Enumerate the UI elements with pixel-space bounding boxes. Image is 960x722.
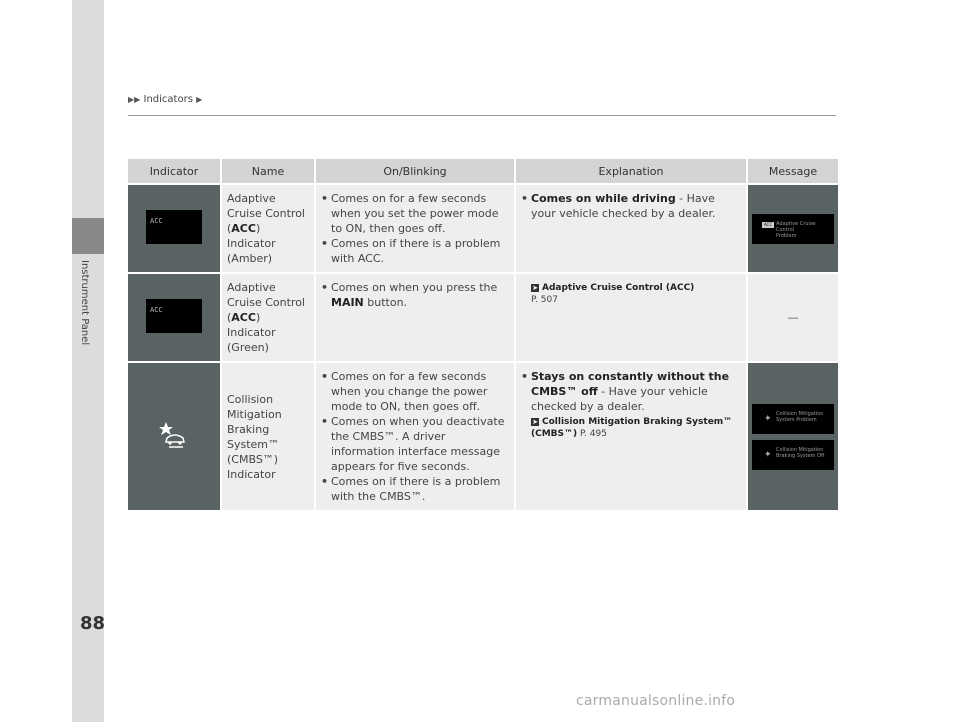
indicator-cell bbox=[128, 185, 220, 272]
collision-mitigation-icon: ✦ bbox=[764, 413, 772, 424]
list-item: • Comes on for a few seconds when you set the power mode to ON, then goes off. bbox=[321, 191, 509, 236]
cross-reference[interactable]: ➤ Adaptive Cruise Control (ACC) P. 507 bbox=[531, 283, 695, 305]
cross-reference[interactable]: ➤ Collision Mitigation Braking System™ (CMBS™) P. 495 bbox=[531, 417, 733, 439]
col-header-on-blinking: On/Blinking bbox=[316, 159, 514, 183]
acc-amber-indicator-icon: ACC bbox=[146, 210, 202, 244]
reference-arrow-icon: ➤ bbox=[532, 284, 538, 292]
message-screen bbox=[752, 440, 834, 470]
list-item: • Stays on constantly without the CMBS™ off - Have your vehicle checked by a dealer. bbox=[521, 369, 741, 414]
message-screen bbox=[752, 404, 834, 434]
sidebar-tab-marker bbox=[72, 218, 104, 254]
explanation-cell bbox=[516, 185, 746, 272]
col-header-indicator: Indicator bbox=[128, 159, 220, 183]
on-blinking-cell bbox=[316, 363, 514, 510]
list-item: • Comes on when you press the MAIN button. bbox=[321, 280, 509, 310]
message-cell bbox=[748, 185, 838, 272]
message-line: Collision Mitigation bbox=[776, 446, 824, 453]
message-cell bbox=[748, 363, 838, 510]
message-line: Braking System Off bbox=[776, 452, 825, 459]
list-item: • Comes on when you deactivate the CMBS™. A driver information interface message appears for five seconds. bbox=[321, 414, 509, 474]
name-cell: Adaptive Cruise Control (ACC) Indicator (Amber) bbox=[222, 185, 314, 272]
indicator-table bbox=[126, 157, 840, 512]
indicator-cell bbox=[128, 274, 220, 361]
breadcrumb-arrow-icon: ▶ bbox=[196, 95, 203, 104]
reference-arrow-icon: ➤ bbox=[532, 418, 538, 426]
list-item: • Comes on if there is a problem with ACC. bbox=[321, 236, 509, 266]
collision-mitigation-icon: ✦ bbox=[764, 449, 772, 460]
header-rule bbox=[128, 115, 836, 116]
table-row bbox=[128, 274, 838, 361]
collision-mitigation-icon bbox=[157, 420, 191, 451]
message-cell: — bbox=[748, 274, 838, 361]
message-line: System Problem bbox=[776, 416, 817, 423]
message-screen bbox=[752, 214, 834, 244]
name-cell: Adaptive Cruise Control (ACC) Indicator (Green) bbox=[222, 274, 314, 361]
breadcrumb-indicators[interactable]: Indicators bbox=[143, 94, 193, 105]
page-number: 88 bbox=[80, 613, 106, 634]
on-blinking-cell bbox=[316, 185, 514, 272]
explanation-cell bbox=[516, 363, 746, 510]
name-cell: Collision Mitigation Braking System™ (CMBS™) Indicator bbox=[222, 363, 314, 510]
table-row bbox=[128, 363, 838, 510]
col-header-message: Message bbox=[748, 159, 838, 183]
col-header-name: Name bbox=[222, 159, 314, 183]
acc-green-indicator-icon: ACC bbox=[146, 299, 202, 333]
breadcrumb-arrow-icon: ▶▶ bbox=[128, 95, 141, 104]
acc-badge: ACC bbox=[763, 221, 773, 227]
message-line: Adaptive Cruise Control bbox=[776, 220, 816, 233]
sidebar-section-label: Instrument Panel bbox=[79, 260, 90, 346]
message-line: Problem bbox=[776, 232, 797, 239]
table-row bbox=[128, 185, 838, 272]
indicator-cell bbox=[128, 363, 220, 510]
explanation-cell bbox=[516, 274, 746, 361]
watermark: carmanualsonline.info bbox=[576, 693, 736, 709]
col-header-explanation: Explanation bbox=[516, 159, 746, 183]
list-item: • Comes on if there is a problem with the CMBS™. bbox=[321, 474, 509, 504]
list-item: • Comes on while driving - Have your vehicle checked by a dealer. bbox=[521, 191, 741, 221]
on-blinking-cell bbox=[316, 274, 514, 361]
table-header-row bbox=[128, 159, 838, 183]
list-item: • Comes on for a few seconds when you change the power mode to ON, then goes off. bbox=[321, 369, 509, 414]
breadcrumb bbox=[128, 94, 202, 105]
message-line: Collision Mitigation bbox=[776, 410, 824, 417]
